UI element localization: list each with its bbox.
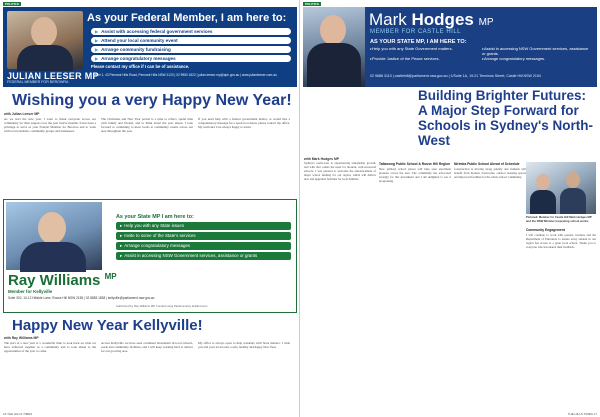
- right-page: [300, 0, 600, 417]
- story-subheading: Nirimba Public School Ahead of Schedule: [454, 162, 520, 166]
- leeser-service-item: ▶ Assist with accessing federal government services: [91, 28, 291, 35]
- story-byline: with Mark Hodges MP: [304, 157, 340, 161]
- story-column: The start of a new year is a wonderful time to look back on what we have achieved together as a community and to look ahead to the opportunities of the year to come.: [4, 341, 96, 354]
- hodges-role: MEMBER FOR CASTLE HILL: [370, 29, 462, 35]
- ray-williams-service-item: ▸ Invite to some of the State's services: [116, 232, 291, 240]
- ray-williams-service-item: ▸ Help you with any State issues: [116, 222, 291, 230]
- leeser-service-list: [91, 28, 291, 69]
- story-headline: Wishing you a very Happy New Year!: [12, 92, 292, 109]
- story-column: If you need help with a federal government matter, or would like a congratulatory message for a special occasion, please contact my office. My team and I are always happy to assist.: [198, 117, 290, 130]
- ray-williams-role: Member for Kellyville: [8, 289, 53, 294]
- story-body: [4, 117, 290, 195]
- hodges-service-list: [370, 47, 594, 63]
- story-column: Tallawong Public School & Rouse Hill Region New primary school places will help ease enrolment pressure across the area. The community has advocated strongly for this investment and I am delighted to see it progressing.: [379, 162, 451, 183]
- story-column: The Christmas and New Year period is a time to reflect, spend time with family and friends, and to think about the year ahead. I look forward to continuing to meet locals at community events across our area throughout the year.: [101, 117, 193, 134]
- story-column: Across Kellyville we have seen continued investment in local schools, roads and community facilities, and I will keep working hard to deliver for our growing area.: [101, 341, 193, 354]
- hodges-service-item: ▸ Assist in accessing NSW Government services, assistance or grants.: [482, 47, 594, 56]
- story-byline: with Julian Leeser MP: [4, 112, 40, 116]
- ray-williams-service-list: [116, 222, 291, 262]
- photo-caption: Pictured: Member for Castle Hill Mark Hodges MP and the NSW Minister inspecting school works.: [526, 215, 592, 223]
- leeser-name: JULIAN LEESER MP: [7, 71, 99, 81]
- leeser-service-item: ▶ Arrange congratulatory messages: [91, 55, 291, 62]
- story-column: Community Engagement I will continue to work with parents, teachers and the Department of Education to ensure every student in our region has access to a great local school. Thank you to everyone who has shared their feedback.: [526, 228, 596, 249]
- story-column: Sydney's north-west is experiencing remarkable growth, and with that comes the need for modern, well-resourced schools. I was pleased to welcome the announcement of major school funding for our region, which will deliver new and upgraded facilities for local families.: [304, 162, 376, 181]
- story-body: [4, 341, 290, 409]
- hodges-service-item: ▸ Arrange congratulatory messages.: [482, 57, 594, 62]
- ray-williams-name: Ray Williams $^{MP}$: [8, 272, 117, 289]
- ray-williams-advertisement: [3, 199, 297, 313]
- ray-williams-lead: As your State MP I am here to:: [116, 214, 194, 220]
- ray-williams-service-item: ▸ Assist in accessing NSW Government services, assistance or grants: [116, 252, 291, 260]
- leeser-role: FEDERAL MEMBER FOR BEROWRA: [7, 80, 69, 84]
- story-byline: with Ray Williams MP: [4, 336, 39, 340]
- story-photo: [526, 162, 596, 214]
- ray-williams-contact: Suite 302, 10-12 Hillside Lane, Rouse Hill NSW 2155 | 02 8883 1838 | kellyville@parliament.nsw.gov.au: [8, 296, 155, 300]
- hodges-contact: 02 9686 3110 | castlehill@parliament.nsw.gov.au | 1/Suite 1A, 19-21 Terminus Street, Castle Hill NSW 2154: [370, 74, 541, 78]
- hodges-intro: AS YOUR STATE MP, I AM HERE TO:: [370, 39, 467, 45]
- ray-williams-footnote: Authorised by Ray Williams MP, Funded using Parliamentary Entitlements: [116, 304, 208, 308]
- leeser-contact: Level 1, 43 Pennant Hills Road, Pennant Hills NSW 2120 | 02 9980 1822 | julian.leeser.mp@aph.gov.au | www.julianleeser.com.au: [93, 73, 277, 77]
- page-folio: THE HILLS TIMES 17: [567, 412, 597, 416]
- section-tag: POLITICS: [5, 2, 19, 6]
- story-headline: Building Brighter Futures: A Major Step Forward for Schools in Sydney's North-West: [418, 88, 593, 148]
- story-column: My office is always open to help residents with State matters. I wish you and your loved ones a safe, healthy and happy New Year.: [198, 341, 290, 350]
- hodges-name: Mark Hodges MP: [369, 10, 494, 29]
- leeser-tagline: Please contact my office if I can be of assistance.: [91, 64, 190, 69]
- hodges-portrait: [303, 7, 365, 87]
- page-folio: 16 THE HILLS TIMES: [3, 412, 33, 416]
- leeser-portrait: [7, 11, 83, 69]
- story-subheading: Tallawong Public School & Rouse Hill Region: [379, 162, 451, 166]
- hodges-advertisement: [303, 7, 597, 87]
- hodges-service-item: ▸ Provide Justice of the Peace services.: [370, 57, 482, 62]
- story-subheading: Community Engagement: [526, 228, 565, 232]
- ray-williams-portrait: [6, 202, 102, 270]
- leeser-advertisement: [3, 7, 297, 87]
- hodges-service-item: ▸ Help you with any State Government matters.: [370, 47, 482, 56]
- story-column: As we start the new year, I want to thank everyone across our community for their support over the past twelve months. It has been a privilege to serve as your Federal Member for Berowra and to work with local residents, community groups and businesses.: [4, 117, 96, 134]
- leeser-service-item: ▶ Attend your local community event: [91, 37, 291, 44]
- ray-williams-service-item: ▸ Arrange congratulatory messages: [116, 242, 291, 250]
- leeser-service-item: ▶ Arrange community fundraising: [91, 46, 291, 53]
- section-tag: POLITICS: [305, 2, 319, 6]
- story-headline: Happy New Year Kellyville!: [12, 317, 203, 334]
- story-body: [304, 162, 526, 407]
- story-column: Nirimba Public School Ahead of Schedule Construction is moving along quickly and students will benefit from modern classrooms, outdoor learning spaces and improved facilities for the whole school community.: [454, 162, 526, 179]
- leeser-ad-headline: As your Federal Member, I am here to:: [87, 12, 287, 24]
